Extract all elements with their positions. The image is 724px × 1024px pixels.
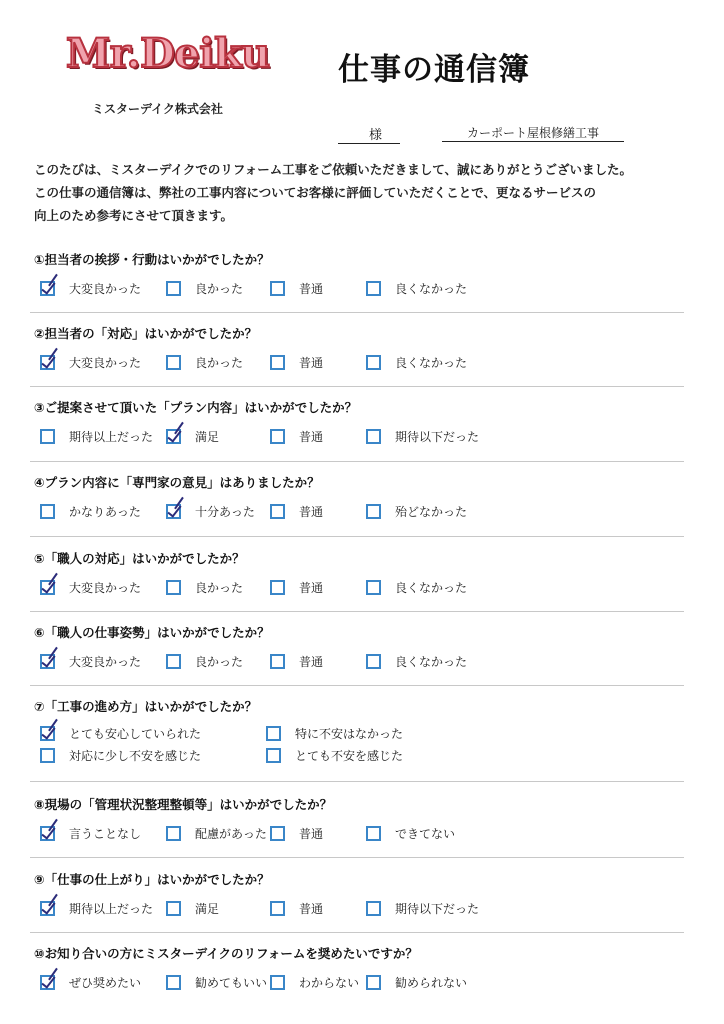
answer-option[interactable] xyxy=(270,503,323,520)
answer-option[interactable] xyxy=(270,900,323,917)
checked-checkbox[interactable] xyxy=(40,901,55,916)
option-label: わからない xyxy=(299,976,360,990)
checkbox[interactable] xyxy=(366,429,381,444)
checkbox[interactable] xyxy=(366,580,381,595)
project-name: カーポート屋根修繕工事 xyxy=(442,124,624,142)
question-text: ④プラン内容に「専門家の意見」はありましたか？ xyxy=(34,475,320,490)
checkbox[interactable] xyxy=(270,826,285,841)
option-label: 普通 xyxy=(299,505,324,519)
answer-option[interactable] xyxy=(266,725,403,742)
answer-option[interactable] xyxy=(40,900,153,917)
section-divider xyxy=(30,685,684,686)
option-label: 満足 xyxy=(195,902,220,916)
option-label: 良くなかった xyxy=(395,581,468,595)
question-text: ①担当者の挨拶・行動はいかがでしたか？ xyxy=(34,252,270,267)
checkbox[interactable] xyxy=(270,901,285,916)
question-section xyxy=(30,795,685,855)
checkbox[interactable] xyxy=(266,726,281,741)
checkbox[interactable] xyxy=(266,748,281,763)
option-label: 対応に少し不安を感じた xyxy=(69,749,202,763)
checkbox[interactable] xyxy=(166,975,181,990)
customer-name-field: 様 xyxy=(338,124,400,144)
option-label: 普通 xyxy=(299,827,324,841)
checkbox[interactable] xyxy=(40,748,55,763)
option-label: 普通 xyxy=(299,356,324,370)
checkbox[interactable] xyxy=(366,826,381,841)
option-label: かなりあった xyxy=(69,505,141,519)
question-text: ③ご提案させて頂いた「プラン内容」はいかがでしたか？ xyxy=(34,400,358,415)
checked-checkbox[interactable] xyxy=(40,355,55,370)
checkbox[interactable] xyxy=(366,281,381,296)
answer-option[interactable] xyxy=(40,825,141,842)
section-divider xyxy=(30,461,684,462)
option-label: とても不安を感じた xyxy=(295,749,404,763)
option-label: 良かった xyxy=(195,356,244,370)
option-label: 良かった xyxy=(195,282,244,296)
option-label: 大変良かった xyxy=(69,282,142,296)
question-section xyxy=(30,250,685,310)
question-section xyxy=(30,398,685,458)
checkbox[interactable] xyxy=(166,281,181,296)
option-label: 勧められない xyxy=(395,976,468,990)
answer-option[interactable] xyxy=(166,428,219,445)
option-label: 普通 xyxy=(299,581,324,595)
option-label: 良かった xyxy=(195,655,244,669)
question-text: ⑦「工事の進め方」はいかがでしたか？ xyxy=(34,699,258,714)
question-text: ⑧現場の「管理状況整理整頓等」はいかがでしたか？ xyxy=(34,797,333,812)
option-label: 良くなかった xyxy=(395,356,468,370)
answer-option[interactable] xyxy=(270,280,323,297)
document-title: 仕事の通信簿 xyxy=(338,52,530,88)
answer-option[interactable] xyxy=(166,280,243,297)
question-text: ⑨「仕事の仕上がり」はいかがでしたか？ xyxy=(34,872,270,887)
company-name: ミスターデイク株式会社 xyxy=(92,102,223,116)
option-label: 特に不安はなかった xyxy=(295,727,404,741)
answer-option[interactable] xyxy=(40,503,141,520)
option-label: 期待以下だった xyxy=(395,902,480,916)
option-label: 言うことなし xyxy=(69,827,142,841)
option-label: 大変良かった xyxy=(69,655,142,669)
option-label: 配慮があった xyxy=(195,827,267,841)
intro-line: 向上のため参考にさせて頂きます。 xyxy=(34,208,234,223)
question-text: ⑤「職人の対応」はいかがでしたか？ xyxy=(34,551,245,566)
answer-option[interactable] xyxy=(40,428,153,445)
checkbox[interactable] xyxy=(270,654,285,669)
option-label: 普通 xyxy=(299,282,324,296)
checked-checkbox[interactable] xyxy=(166,504,181,519)
answer-option[interactable] xyxy=(40,974,141,991)
answer-option[interactable] xyxy=(40,747,201,764)
answer-option[interactable] xyxy=(366,825,455,842)
checkbox[interactable] xyxy=(166,355,181,370)
answer-option[interactable] xyxy=(270,428,323,445)
answer-option[interactable] xyxy=(166,900,219,917)
option-label: 普通 xyxy=(299,902,324,916)
option-label: 満足 xyxy=(195,430,220,444)
answer-option[interactable] xyxy=(366,653,467,670)
question-text: ⑩お知り合いの方にミスターデイクのリフォームを奨めたいですか？ xyxy=(34,946,418,961)
option-label: 殆どなかった xyxy=(395,505,468,519)
answer-option[interactable] xyxy=(366,974,467,991)
checkbox[interactable] xyxy=(366,355,381,370)
question-section xyxy=(30,944,685,1004)
question-section xyxy=(30,549,685,609)
answer-option[interactable] xyxy=(270,579,323,596)
question-text: ②担当者の「対応」はいかがでしたか？ xyxy=(34,326,258,341)
company-logo: Mr.Deiku xyxy=(66,30,270,77)
answer-option[interactable] xyxy=(166,974,267,991)
option-label: 良かった xyxy=(195,581,244,595)
checked-checkbox[interactable] xyxy=(40,654,55,669)
option-label: 良くなかった xyxy=(395,655,468,669)
option-label: 普通 xyxy=(299,655,324,669)
answer-option[interactable] xyxy=(366,579,467,596)
answer-option[interactable] xyxy=(40,280,141,297)
option-label: ぜひ奨めたい xyxy=(69,976,142,990)
checkbox[interactable] xyxy=(270,355,285,370)
option-label: 十分あった xyxy=(195,505,255,519)
option-label: 大変良かった xyxy=(69,581,142,595)
checkbox[interactable] xyxy=(166,826,181,841)
answer-option[interactable] xyxy=(366,280,467,297)
checked-checkbox[interactable] xyxy=(40,580,55,595)
checkbox[interactable] xyxy=(40,504,55,519)
option-label: 大変良かった xyxy=(69,356,142,370)
option-label: 良くなかった xyxy=(395,282,468,296)
question-section xyxy=(30,697,685,763)
option-label: とても安心していられた xyxy=(69,727,202,741)
section-divider xyxy=(30,312,684,313)
section-divider xyxy=(30,932,684,933)
answer-option[interactable] xyxy=(166,825,267,842)
checked-checkbox[interactable] xyxy=(40,726,55,741)
option-label: 期待以上だった xyxy=(69,902,154,916)
question-section xyxy=(30,324,685,384)
answer-option[interactable] xyxy=(366,428,479,445)
checkbox[interactable] xyxy=(40,429,55,444)
answer-option[interactable] xyxy=(166,653,243,670)
answer-option[interactable] xyxy=(40,653,141,670)
answer-option[interactable] xyxy=(166,503,255,520)
question-text: ⑥「職人の仕事姿勢」はいかがでしたか？ xyxy=(34,625,270,640)
option-label: 普通 xyxy=(299,430,324,444)
option-label: できてない xyxy=(395,827,456,841)
checked-checkbox[interactable] xyxy=(166,429,181,444)
section-divider xyxy=(30,781,684,782)
answer-option[interactable] xyxy=(366,503,467,520)
answer-option[interactable] xyxy=(270,974,359,991)
section-divider xyxy=(30,536,684,537)
checkbox[interactable] xyxy=(270,975,285,990)
checkbox[interactable] xyxy=(270,504,285,519)
checkbox[interactable] xyxy=(166,901,181,916)
checkbox[interactable] xyxy=(366,504,381,519)
answer-option[interactable] xyxy=(270,653,323,670)
section-divider xyxy=(30,611,684,612)
checkbox[interactable] xyxy=(366,975,381,990)
question-section xyxy=(30,623,685,683)
answer-option[interactable] xyxy=(270,825,323,842)
answer-option[interactable] xyxy=(270,354,323,371)
checkbox[interactable] xyxy=(270,580,285,595)
checkbox[interactable] xyxy=(366,901,381,916)
answer-option[interactable] xyxy=(266,747,403,764)
section-divider xyxy=(30,857,684,858)
checkbox[interactable] xyxy=(166,654,181,669)
answer-option[interactable] xyxy=(40,579,141,596)
intro-line: この仕事の通信簿は、弊社の工事内容についてお客様に評価していただくことで、更なるサービスの xyxy=(34,185,597,200)
answer-option[interactable] xyxy=(366,354,467,371)
checkbox[interactable] xyxy=(166,580,181,595)
section-divider xyxy=(30,386,684,387)
question-section xyxy=(30,870,685,930)
checked-checkbox[interactable] xyxy=(40,826,55,841)
answer-option[interactable] xyxy=(366,900,479,917)
checkbox[interactable] xyxy=(270,429,285,444)
checkbox[interactable] xyxy=(366,654,381,669)
option-label: 期待以下だった xyxy=(395,430,480,444)
answer-option[interactable] xyxy=(40,354,141,371)
checked-checkbox[interactable] xyxy=(40,975,55,990)
option-label: 期待以上だった xyxy=(69,430,154,444)
answer-option[interactable] xyxy=(166,354,243,371)
answer-option[interactable] xyxy=(40,725,201,742)
intro-line: このたびは、ミスターデイクでのリフォーム工事をご依頼いただきまして、誠にありがとうございました。 xyxy=(34,162,633,177)
option-label: 勧めてもいい xyxy=(195,976,268,990)
intro-text xyxy=(34,158,654,227)
question-section xyxy=(30,473,685,533)
answer-option[interactable] xyxy=(166,579,243,596)
checkbox[interactable] xyxy=(270,281,285,296)
checked-checkbox[interactable] xyxy=(40,281,55,296)
